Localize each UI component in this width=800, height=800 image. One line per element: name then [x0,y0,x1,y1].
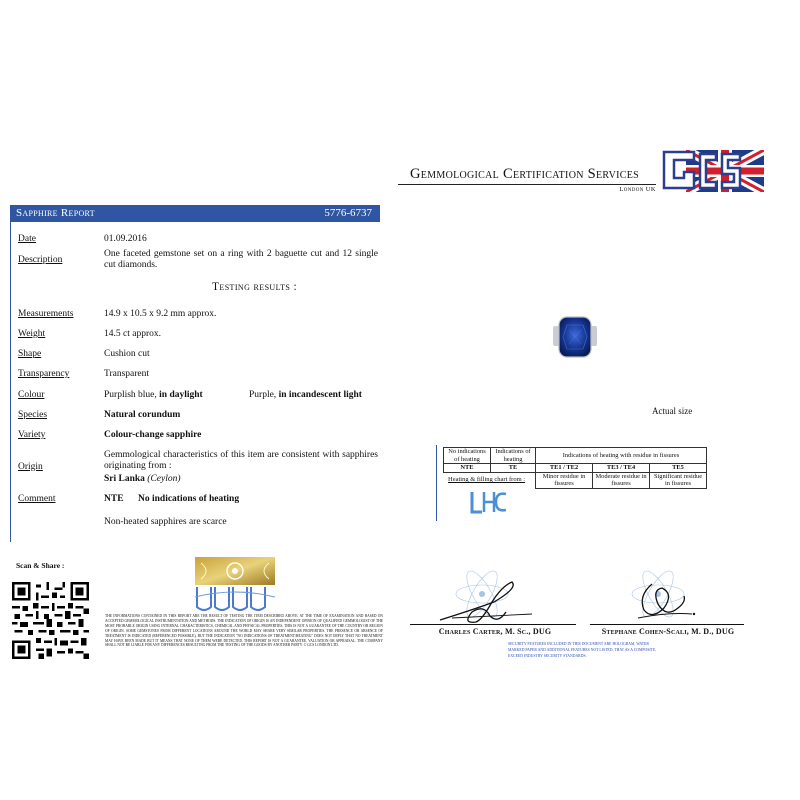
colour-daylight-condition: in daylight [159,390,203,400]
report-number: 5776-6737 [324,207,372,219]
colour-label: Colour [18,390,45,400]
measurements-value: 14.9 x 10.5 x 9.2 mm approx. [104,309,217,319]
actual-size-caption: Actual size [652,406,693,416]
scan-share-label: Scan & Share : [16,561,65,570]
colour-incandescent-value: Purple, [249,390,277,400]
description-label: Description [18,255,63,265]
signature-line-1 [410,624,576,625]
hologram-seal [191,557,279,615]
variety-label: Variety [18,430,46,440]
weight-value: 14.5 ct approx. [104,329,161,339]
origin-text: Gemmological characteristics of this item are consistent with sapphires originating from : [104,450,378,471]
testing-results-heading: Testing results : [212,281,298,293]
description-value: One faceted gemstone set on a ring with 2 baguette cut and 12 single cut diamonds. [104,249,378,270]
colour-incandescent [249,390,362,400]
origin-country: Sri Lanka [104,474,145,484]
signature-charles-carter [432,568,542,628]
code-te: TE [491,464,536,473]
signatory-1-name: Charles Carter, M. Sc., DUG [438,627,552,636]
colour-daylight-value: Purplish blue, [104,390,157,400]
desc-moderate-residue: Moderate residue in fissures [593,472,650,488]
comment-note: Non-heated sapphires are scarce [104,517,227,527]
report-title-bar [10,205,380,222]
header-no-heating: No indications of heating [444,448,491,464]
code-te1-te2: TE1 / TE2 [536,464,593,473]
security-features-note: SECURITY FEATURES INCLUDED IN THIS DOCUMENT ARE HOLOGRAM, WATER MARKED PAPER AND ADDITIONAL FEATURES NOT LISTED, THAT AS A COMPOSITE, EXCEED INDUSTRY SECURITY STANDARDS. [508,642,657,658]
shape-label: Shape [18,349,42,359]
measurements-label: Measurements [18,309,74,319]
comment-code: NTE [104,494,124,504]
signature-stephane-cohen-scali [608,568,718,628]
origin-alt-name: (Ceylon) [147,474,181,484]
variety-value: Colour-change sapphire [104,430,202,440]
header-heating: Indications of heating [491,448,536,464]
date-label: Date [18,234,36,244]
signatory-2-name: Stephane Cohen-Scali, M. D., DUG [601,627,735,636]
brand-underline [398,184,656,185]
heating-filling-chart-source: Heating & filling chart from : [448,476,526,483]
desc-minor-residue: Minor residue in fissures [536,472,593,488]
code-nte: NTE [444,464,491,473]
qr-code[interactable] [12,582,89,659]
header-heating-residue: Indications of heating with residue in fissures [536,448,707,464]
legal-disclaimer: THE INFORMATIONS CONTAINED IN THIS REPORT ARE THE RESULT OF TESTING THE ITEM DESCRIBED ABOVE, AT THE TIME OF EXAMINATION AND BASED ON ACCEPTED GEMMOLOGICAL INSTRUMENTATION AND METHODS. THE INDICATION OF ORIGIN IS AN INDEPENDENT OPINION OF QUALIFIED GEMMOLOGIST OF THE MOST PROBABLE ORIGIN USING INTERNAL CHARACTERISTICS, CHEMICAL AND PHYSICAL PROPERTIES. THIS IS NOT A GUARANTEE OF THE COUNTRY OR REGION OF ORIGIN. SOME GEMSTONES FROM DIFFERENT LOCATIONS AROUND THE WORLD MAY SHARE VERY SIMILAR PROPERTIES. THE PRESENCE OR ABSENCE OF TREATMENT IS INDICATED (REFERENCED POSSIBLE), BUT THE INDICATION "NO INDICATIONS OF TREATMENT/HEATING" DOES NOT IMPLY THAT NO TREATMENT MAY HAVE BEEN MADE BUT IT MEANS THAT NONE OF THEM WERE DETECTED. THIS REPORT IS NOT A GUARANTEE, VALUATION OR APPRAISAL. THE COMPANY SHALL NOT BE LIABLE FOR ANY DIFFERENCES RESULTING FROM THE TESTING OF THE GOODS BY ANOTHER PARTY. © GCS LONDON LTD. [105,614,383,648]
colour-incandescent-condition: in incandescent light [278,390,362,400]
species-label: Species [18,410,48,420]
desc-significant-residue: Significant residue in fissures [650,472,707,488]
date-value: 01.09.2016 [104,234,147,244]
brand-location: London UK [619,186,656,193]
colour-daylight [104,390,203,400]
lmhc-logo [470,490,508,514]
comment-text: No indications of heating [138,494,240,504]
sapphire-ring-photo [553,316,597,358]
signature-line-2 [590,624,744,625]
species-value: Natural corundum [104,410,181,420]
origin-country-line [104,474,181,484]
comment-label: Comment [18,494,56,504]
shape-value: Cushion cut [104,349,150,359]
origin-label: Origin [18,462,43,472]
transparency-value: Transparent [104,369,150,379]
gcs-union-flag-logo [660,148,766,194]
code-te3-te4: TE3 / TE4 [593,464,650,473]
report-title: Sapphire Report [16,207,95,219]
weight-label: Weight [18,329,46,339]
code-te5: TE5 [650,464,707,473]
brand-name: Gemmological Certification Services [410,166,639,182]
transparency-label: Transparency [18,369,70,379]
